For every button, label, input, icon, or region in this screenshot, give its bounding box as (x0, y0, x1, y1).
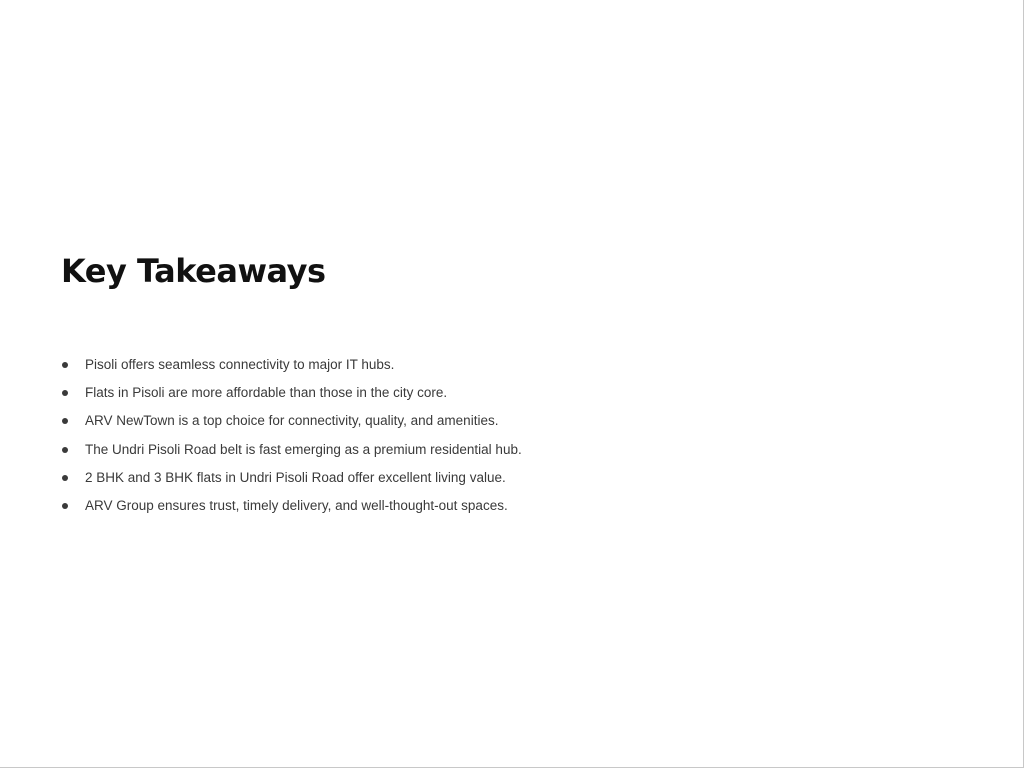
list-item-text: ARV NewTown is a top choice for connectivity, quality, and amenities. (85, 413, 499, 429)
bullet-icon (62, 390, 68, 396)
list-item (61, 436, 522, 464)
list-item (61, 379, 522, 407)
takeaways-list (61, 351, 522, 520)
list-item-text: ARV Group ensures trust, timely delivery, and well-thought-out spaces. (85, 497, 508, 513)
list-item (61, 351, 522, 379)
list-item-text: Flats in Pisoli are more affordable than those in the city core. (85, 385, 448, 401)
bullet-icon (62, 418, 68, 424)
slide-title: Key Takeaways (61, 252, 326, 290)
list-item (61, 464, 522, 492)
list-item (61, 492, 522, 520)
list-item-text: The Undri Pisoli Road belt is fast emerging as a premium residential hub. (85, 441, 522, 457)
bullet-icon (62, 475, 68, 481)
bullet-icon (62, 503, 68, 509)
list-item (61, 407, 522, 435)
bullet-icon (62, 362, 68, 368)
list-item-text: Pisoli offers seamless connectivity to major IT hubs. (85, 357, 395, 372)
bullet-icon (62, 447, 68, 453)
list-item-text: 2 BHK and 3 BHK flats in Undri Pisoli Road offer excellent living value. (85, 469, 506, 485)
